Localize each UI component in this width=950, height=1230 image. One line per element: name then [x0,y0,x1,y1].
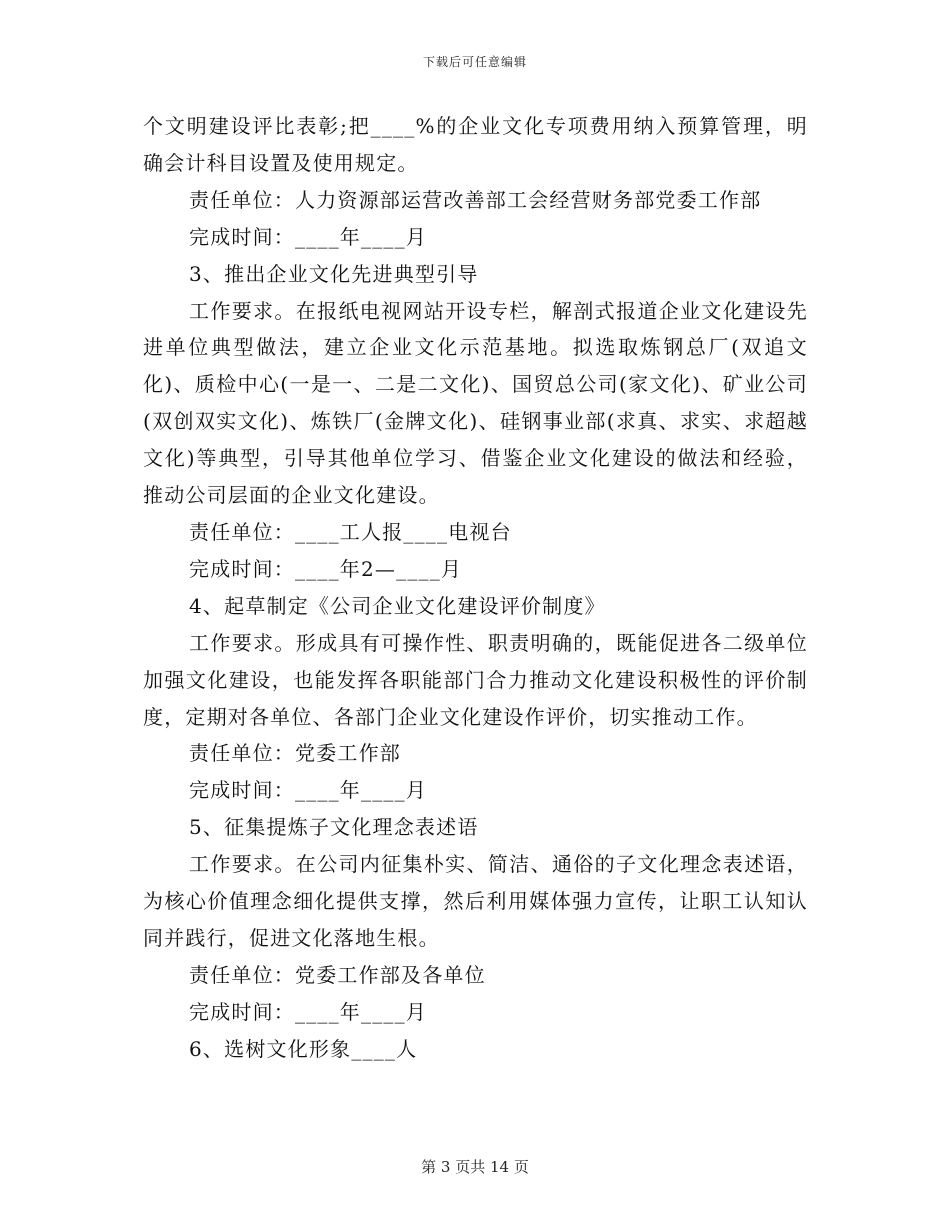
section-heading-5: 5、征集提炼子文化理念表述语 [189,815,479,840]
responsible-unit: 责任单位：党委工作部及各单位 [189,962,486,987]
page-footer: 第 3 页共 14 页 [421,1158,529,1176]
responsible-unit: 责任单位：党委工作部 [189,741,401,766]
responsible-unit: 责任单位：____工人报____电视台 [189,519,512,544]
section-heading-4: 4、起草制定《公司企业文化建设评价制度》 [189,593,606,618]
section-heading-6: 6、选树文化形象____人 [189,1036,418,1061]
completion-time: 完成时间：____年2—____月 [189,556,463,581]
page-header: 下载后可任意编辑 [422,55,527,69]
work-requirement-5: 工作要求。在公司内征集朴实、简洁、通俗的子文化理念表述语，为核心价值理念细化提供支撑，然后利用媒体强力宣传，让职工认知认同并践行，促进文化落地生根。 [143,852,808,950]
document-body [143,108,808,1068]
completion-time: 完成时间：____年____月 [189,999,427,1024]
responsible-unit: 责任单位：人力资源部运营改善部工会经营财务部党委工作部 [189,187,762,212]
completion-time: 完成时间：____年____月 [189,224,427,249]
completion-time: 完成时间：____年____月 [189,778,427,803]
work-requirement-4: 工作要求。形成具有可操作性、职责明确的，既能促进各二级单位加强文化建设，也能发挥各职能部门合力推动文化建设积极性的评价制度，定期对各单位、各部门企业文化建设作评价，切实推动工作。 [143,630,808,729]
paragraph-continuation: 个文明建设评比表彰;把____%的企业文化专项费用纳入预算管理，明确会计科目设置及使用规定。 [143,114,808,175]
section-heading-3: 3、推出企业文化先进典型引导 [189,261,479,286]
work-requirement-3: 工作要求。在报纸电视网站开设专栏，解剖式报道企业文化建设先进单位典型做法，建立企业文化示范基地。拟选取炼钢总厂(双追文化)、质检中心(一是一、二是二文化)、国贸总公司(家文化)、矿业公司(双创双实文化)、炼铁厂(金牌文化)、硅钢事业部(求真、求实、求超越文化)等典型，引导其他单位学习、借鉴企业文化建设的做法和经验，推动公司层面的企业文化建设。 [143,298,808,508]
